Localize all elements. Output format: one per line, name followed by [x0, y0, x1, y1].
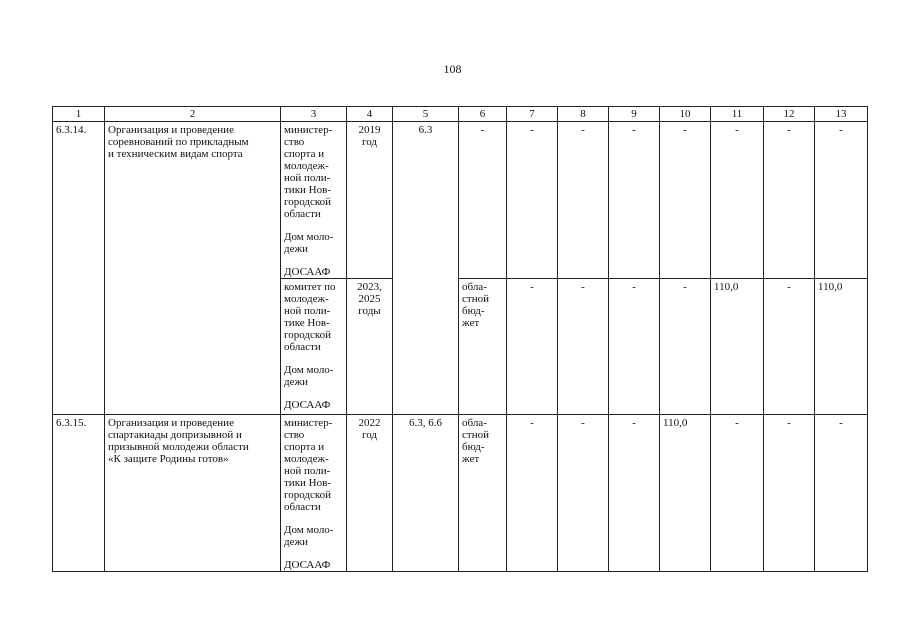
- value-cell: -: [507, 415, 558, 572]
- value-cell: -: [815, 122, 868, 279]
- header-cell: 8: [558, 107, 609, 122]
- value-cell: -: [764, 279, 815, 415]
- value-cell: 110,0: [660, 415, 711, 572]
- budget-table: [52, 106, 868, 572]
- value-cell: -: [558, 122, 609, 279]
- header-cell: 7: [507, 107, 558, 122]
- header-cell: 12: [764, 107, 815, 122]
- executor-cell: министер- ство спорта и молодеж- ной поли- тики Нов- городской области Дом моло- дежи ДОСААФ: [281, 122, 347, 279]
- value-cell: -: [558, 279, 609, 415]
- source-cell: обла- стной бюд- жет: [459, 415, 507, 572]
- value-cell: -: [609, 279, 660, 415]
- value-cell: -: [764, 415, 815, 572]
- header-cell: 10: [660, 107, 711, 122]
- header-cell: 4: [347, 107, 393, 122]
- value-cell: 110,0: [815, 279, 868, 415]
- executor-cell: министер- ство спорта и молодеж- ной поли- тики Нов- городской области Дом моло- дежи ДОСААФ: [281, 415, 347, 572]
- header-cell: 3: [281, 107, 347, 122]
- activity-name: Организация и проведение соревнований по прикладным и техническим видам спорта: [105, 122, 281, 415]
- header-row: [53, 107, 868, 122]
- table-row: [53, 122, 868, 279]
- value-cell: -: [764, 122, 815, 279]
- value-cell: -: [609, 122, 660, 279]
- value-cell: -: [507, 122, 558, 279]
- value-cell: -: [609, 415, 660, 572]
- header-cell: 13: [815, 107, 868, 122]
- target-cell: 6.3, 6.6: [393, 415, 459, 572]
- row-number: 6.3.14.: [53, 122, 105, 415]
- year-cell: 2023, 2025 годы: [347, 279, 393, 415]
- target-cell: 6.3: [393, 122, 459, 415]
- value-cell: -: [711, 415, 764, 572]
- header-cell: 9: [609, 107, 660, 122]
- header-cell: 2: [105, 107, 281, 122]
- activity-name: Организация и проведение спартакиады допризывной и призывной молодежи области «К защите Родины готов»: [105, 415, 281, 572]
- header-cell: 1: [53, 107, 105, 122]
- row-number: 6.3.15.: [53, 415, 105, 572]
- value-cell: -: [507, 279, 558, 415]
- source-cell: -: [459, 122, 507, 279]
- value-cell: 110,0: [711, 279, 764, 415]
- value-cell: -: [660, 279, 711, 415]
- header-cell: 6: [459, 107, 507, 122]
- executor-cell: комитет по молодеж- ной поли- тике Нов- городской области Дом моло- дежи ДОСААФ: [281, 279, 347, 415]
- page-number: 108: [443, 62, 462, 76]
- header-cell: 5: [393, 107, 459, 122]
- year-cell: 2022 год: [347, 415, 393, 572]
- value-cell: -: [711, 122, 764, 279]
- value-cell: -: [558, 415, 609, 572]
- source-cell: обла- стной бюд- жет: [459, 279, 507, 415]
- year-cell: 2019 год: [347, 122, 393, 279]
- value-cell: -: [815, 415, 868, 572]
- table-row: [53, 415, 868, 572]
- value-cell: -: [660, 122, 711, 279]
- header-cell: 11: [711, 107, 764, 122]
